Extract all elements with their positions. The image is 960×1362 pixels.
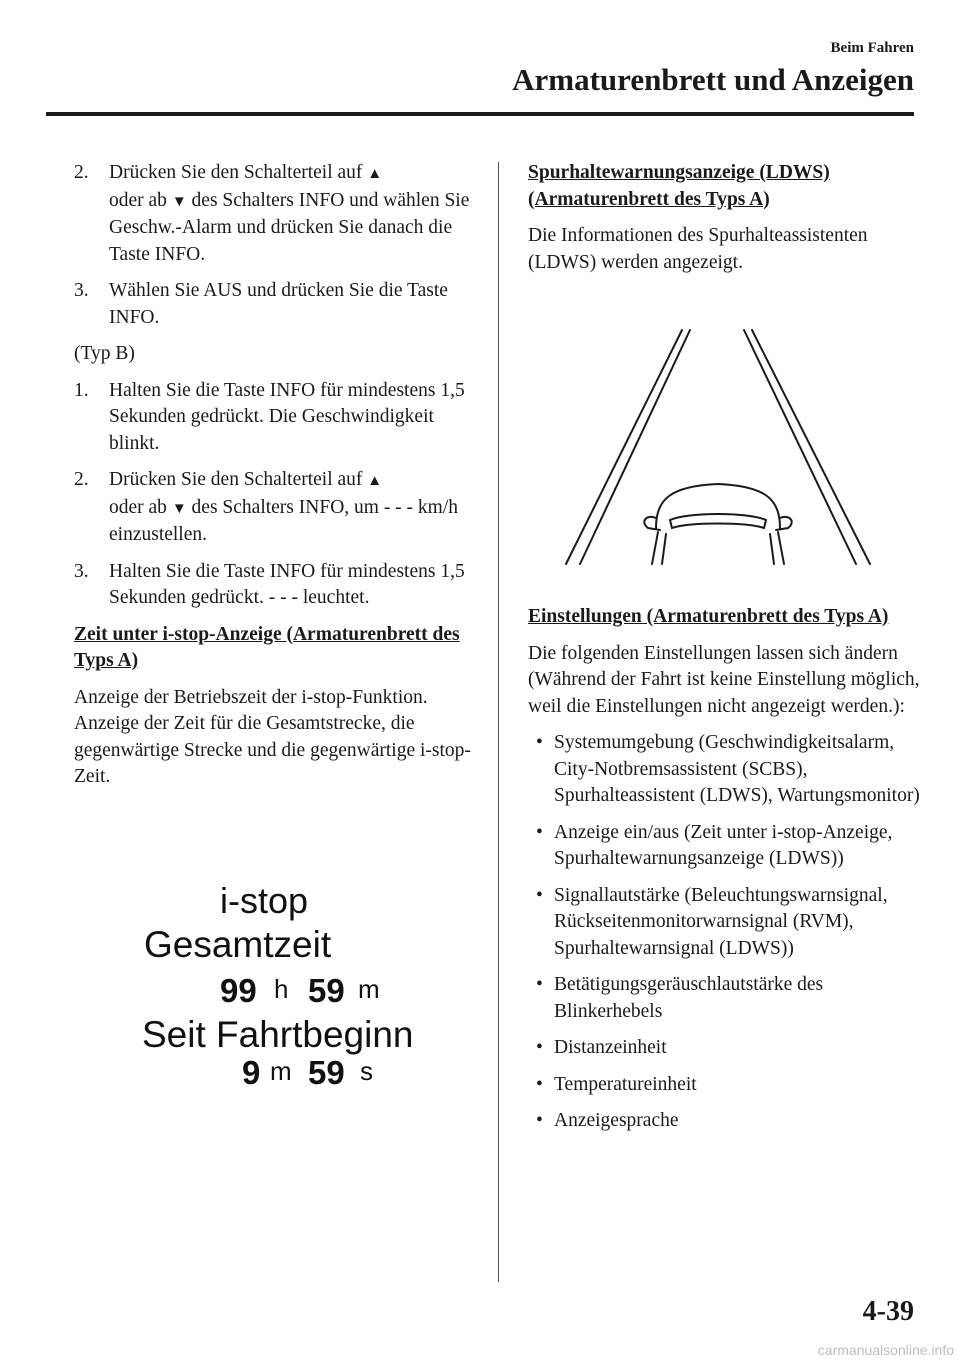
list-item: • Anzeigesprache [528, 1108, 920, 1135]
step-text: Halten Sie die Taste INFO für mindestens 1,5 Sekunden gedrückt. Die Geschwindigkeit blinkt. [109, 379, 465, 454]
left-column [74, 160, 474, 801]
bullet-icon: • [536, 1110, 543, 1131]
step-text: Drücken Sie den Schalterteil auf [109, 469, 368, 490]
car-right-side-inner [770, 534, 774, 564]
step-text: oder ab [109, 189, 172, 211]
right-column [528, 160, 920, 286]
minutes-unit: m [358, 974, 380, 1004]
trip-seconds-value: 59 [308, 1054, 345, 1091]
step-text: Drücken Sie den Schalterteil auf [109, 162, 368, 183]
car-left-side-inner [662, 534, 666, 564]
step-text: Wählen Sie AUS und drücken Sie die Taste INFO. [109, 280, 448, 328]
page-number: 4-39 [862, 1296, 914, 1327]
list-item: • Signallautstärke (Beleuchtungswarnsignal, Rückseitenmonitorwarnsignal (RVM), Spurhaltewarnsignal (LDWS)) [536, 884, 888, 959]
car-left-side [652, 532, 658, 564]
step-number: 3. [74, 280, 89, 301]
footer-watermark: carmanualsonline.info [817, 1342, 954, 1358]
total-time-label: Gesamtzeit [144, 924, 332, 965]
car-windshield [670, 514, 766, 528]
bullet-icon: • [536, 821, 543, 843]
step-number: 2. [74, 162, 89, 183]
bullet-icon: • [536, 884, 543, 906]
list-item: • Temperatureinheit [528, 1072, 920, 1099]
list-item: • Systemumgebung (Geschwindigkeitsalarm, City-Notbremsassistent (SCBS), Spurhalteassistent (LDWS), Wartungsmonitor) [536, 732, 920, 806]
step-item [74, 378, 474, 458]
bullet-icon: • [536, 1073, 543, 1095]
hours-unit: h [274, 974, 289, 1004]
right-lane-line-inner [744, 330, 856, 564]
section-label: Beim Fahren [830, 40, 914, 56]
list-item: • Betätigungsgeräuschlautstärke des Blinkerhebels [536, 974, 824, 1022]
left-lane-line-inner [580, 330, 690, 564]
car-right-side [778, 532, 784, 564]
seconds-unit: s [360, 1056, 373, 1086]
step-item [74, 559, 474, 612]
page-title: Armaturenbrett und Anzeigen [512, 62, 914, 97]
paragraph: Anzeige der Betriebszeit der i-stop-Funktion. [74, 686, 428, 708]
settings-description: Die folgenden Einstellungen lassen sich ändern (Während der Fahrt ist keine Einstellung möglich, weil die Einstellungen nicht angezeigt werden.): [528, 642, 920, 717]
section-heading-ldws: Spurhaltewarnungsanzeige (LDWS) (Armaturenbrett des Typs A) [528, 162, 830, 210]
step-item [74, 278, 474, 331]
step-number: 3. [74, 560, 89, 582]
step-text: oder ab [109, 496, 172, 518]
section-heading-settings: Einstellungen (Armaturenbrett des Typs A) [528, 606, 889, 627]
step-text: des Schalters INFO und wählen Sie Geschw.-Alarm und drücken Sie danach die Taste INFO. [109, 189, 470, 265]
step-number: 1. [74, 379, 89, 401]
section-heading-istop: Zeit unter i-stop-Anzeige (Armaturenbrett des Typs A) [74, 623, 460, 671]
istop-title: i-stop [220, 880, 309, 921]
step-text: Halten Sie die Taste INFO für mindestens 1,5 Sekunden gedrückt. - - - leuchtet. [109, 560, 465, 608]
trip-minutes-value: 9 [242, 1054, 261, 1091]
down-arrow-icon: ▼ [171, 500, 187, 517]
settings-list [528, 730, 920, 1135]
down-arrow-icon: ▼ [171, 193, 187, 210]
paragraph: Anzeige der Zeit für die Gesamtstrecke, die gegenwärtige Strecke und die gegenwärtige i-stop-Zeit. [74, 713, 471, 787]
bullet-icon: • [536, 732, 543, 753]
right-lane-line-outer [752, 330, 870, 564]
step-text: des Schalters INFO, um - - - km/h einzustellen. [109, 496, 459, 545]
bullet-icon: • [536, 1037, 543, 1058]
trip-time-label: Seit Fahrtbeginn [142, 1014, 414, 1055]
list-item: • Distanzeinheit [528, 1035, 920, 1062]
type-label: (Typ B) [74, 343, 135, 364]
car-roof [656, 484, 780, 528]
left-lane-line-outer [566, 330, 682, 564]
step-number: 2. [74, 469, 89, 490]
ldws-description: Die Informationen des Spurhalteassistenten (LDWS) werden angezeigt. [528, 225, 868, 273]
up-arrow-icon: ▲ [367, 473, 383, 489]
total-minutes-value: 59 [308, 972, 345, 1009]
trip-minutes-unit: m [270, 1056, 292, 1086]
bullet-icon: • [536, 974, 543, 995]
settings-section [528, 604, 920, 1145]
step-item [74, 467, 474, 549]
header-rule [46, 112, 914, 116]
list-item: • Anzeige ein/aus (Zeit unter i-stop-Anzeige, Spurhaltewarnungsanzeige (LDWS)) [536, 821, 893, 869]
istop-display [74, 870, 474, 1100]
column-divider [498, 162, 499, 1282]
total-hours-value: 99 [220, 972, 257, 1009]
ldws-lane-car-illustration [560, 328, 880, 578]
up-arrow-icon: ▲ [367, 166, 383, 182]
step-item [74, 160, 474, 268]
